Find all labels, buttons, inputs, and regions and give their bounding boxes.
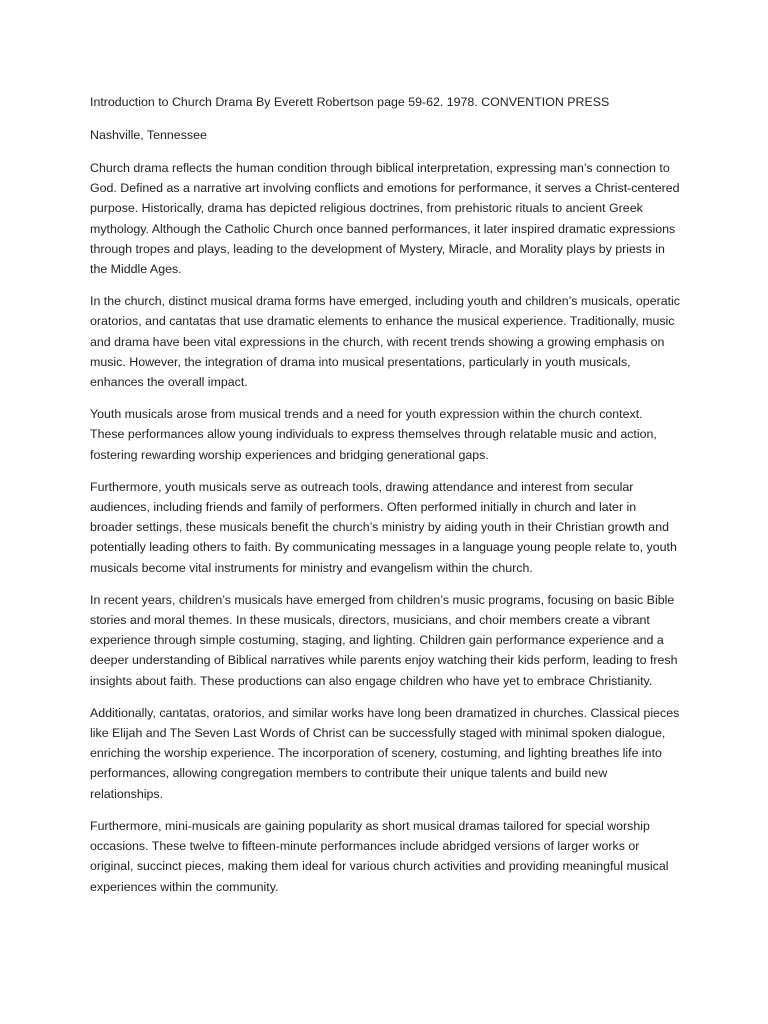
paragraph: In the church, distinct musical drama forms have emerged, including youth and children’s musicals, operatic oratorios, and cantatas that use dramatic elements to enhance the musical experience. Traditionally, music and drama have been vital expressions in the church, with recent trends showing a growing emphasis on music. However, the integration of drama into musical presentations, particularly in youth musicals, enhances the overall impact. [90,294,680,390]
document-heading: Introduction to Church Drama By Everett Robertson page 59-62. 1978. CONVENTION PRESS [90,95,610,109]
paragraph: Church drama reflects the human condition through biblical interpretation, expressing man’s connection to God. Defined as a narrative art involving conflicts and emotions for performance, it serves a Christ-centered purpose. Historically, drama has depicted religious doctrines, from prehistoric rituals to ancient Greek mythology. Although the Catholic Church once banned performances, it later inspired dramatic expressions through tropes and plays, leading to the development of Mystery, Miracle, and Morality plays by priests in the Middle Ages. [90,161,680,277]
paragraph: Furthermore, youth musicals serve as outreach tools, drawing attendance and interest from secular audiences, including friends and family of performers. Often performed initially in church and later in broader settings, these musicals benefit the church’s ministry by aiding youth in their Christian growth and potentially leading others to faith. By communicating messages in a language young people relate to, youth musicals become vital instruments for ministry and evangelism within the church. [90,479,677,575]
document-location: Nashville, Tennessee [90,128,207,142]
paragraph: Youth musicals arose from musical trends and a need for youth expression within the church context. These performances allow young individuals to express themselves through relatable music and action, fostering rewarding worship experiences and bridging generational gaps. [90,407,657,462]
paragraph: Additionally, cantatas, oratorios, and similar works have long been dramatized in churches. Classical pieces like Elijah and The Seven Last Words of Christ can be successfully staged with minimal spoken dialogue, enriching the worship experience. The incorporation of scenery, costuming, and lighting breathes life into performances, allowing congregation members to contribute their unique talents and build new relationships. [90,705,680,801]
paragraph: Furthermore, mini-musicals are gaining popularity as short musical dramas tailored for special worship occasions. These twelve to fifteen-minute performances include abridged versions of larger works or original, succinct pieces, making them ideal for various church activities and providing meaningful musical experiences within the community. [90,818,669,894]
document-body [90,92,680,909]
paragraph: In recent years, children’s musicals have emerged from children’s music programs, focusing on basic Bible stories and moral themes. In these musicals, directors, musicians, and choir members create a vibrant experience through simple costuming, staging, and lighting. Children gain performance experience and a deeper understanding of Biblical narratives while parents enjoy watching their kids perform, leading to fresh insights about faith. These productions can also engage children who have yet to embrace Christianity. [90,592,678,688]
